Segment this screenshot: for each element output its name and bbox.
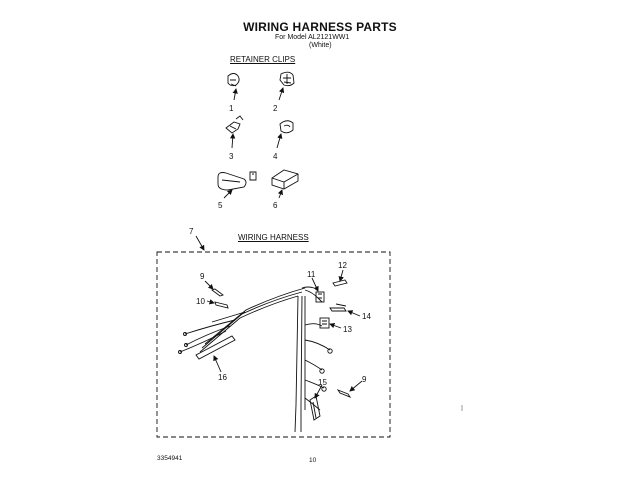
part-number-15: 15 — [318, 378, 327, 387]
retainer-clip-6 — [272, 170, 298, 189]
part-number-13: 13 — [343, 325, 352, 334]
connector-13 — [320, 318, 329, 328]
terminal-10 — [215, 302, 228, 308]
color-line: (White) — [309, 42, 332, 49]
leader-12 — [340, 270, 343, 281]
part-number-9-top: 9 — [200, 272, 205, 281]
clip-number-4: 4 — [273, 152, 278, 161]
part-number-9-bottom: 9 — [362, 375, 367, 384]
leader-10 — [207, 301, 214, 303]
clip-9-bottom — [338, 390, 350, 397]
leader-9-bottom — [350, 381, 362, 391]
clip-number-6: 6 — [273, 201, 278, 210]
harness-main-bundle — [179, 287, 331, 432]
leader-3 — [232, 134, 233, 148]
model-line: For Model AL2121WW1 — [275, 34, 350, 41]
harness-frame — [157, 252, 390, 437]
retainer-clip-1 — [228, 74, 239, 87]
sleeve-16 — [196, 336, 235, 359]
terminal-14 — [330, 304, 346, 311]
leader-4 — [277, 134, 281, 148]
part-number-12: 12 — [338, 261, 347, 270]
leader-5 — [224, 190, 232, 198]
clip-number-1: 1 — [229, 104, 234, 113]
leader-7 — [196, 236, 204, 250]
leader-11 — [312, 278, 318, 291]
clip-number-2: 2 — [273, 104, 278, 113]
page-number: 10 — [309, 457, 317, 464]
wiring-harness-heading: WIRING HARNESS — [238, 233, 309, 242]
part-number-11: 11 — [307, 270, 316, 279]
leader-14 — [348, 311, 360, 316]
leader-1 — [234, 89, 236, 100]
leader-6 — [279, 190, 282, 198]
clip-number-5: 5 — [218, 201, 223, 210]
leader-13 — [330, 324, 341, 328]
tie-15 — [310, 396, 320, 420]
document-number: 3354941 — [157, 455, 183, 462]
retainer-clips-heading: RETAINER CLIPS — [230, 55, 296, 64]
part-number-14: 14 — [362, 312, 371, 321]
leader-16 — [214, 356, 221, 372]
part-number-16: 16 — [218, 373, 227, 382]
page-title: WIRING HARNESS PARTS — [243, 20, 397, 34]
retainer-clip-4 — [280, 121, 293, 133]
retainer-clip-2 — [280, 72, 294, 85]
part-number-10: 10 — [196, 297, 205, 306]
harness-callout-7: 7 — [189, 227, 194, 236]
retainer-clip-3 — [226, 116, 243, 133]
clip-number-3: 3 — [229, 152, 234, 161]
leader-9-top — [205, 281, 213, 289]
clip-9-top — [212, 289, 223, 296]
leader-2 — [279, 88, 283, 100]
leader-15 — [315, 385, 322, 398]
retainer-clip-5 — [218, 172, 256, 190]
